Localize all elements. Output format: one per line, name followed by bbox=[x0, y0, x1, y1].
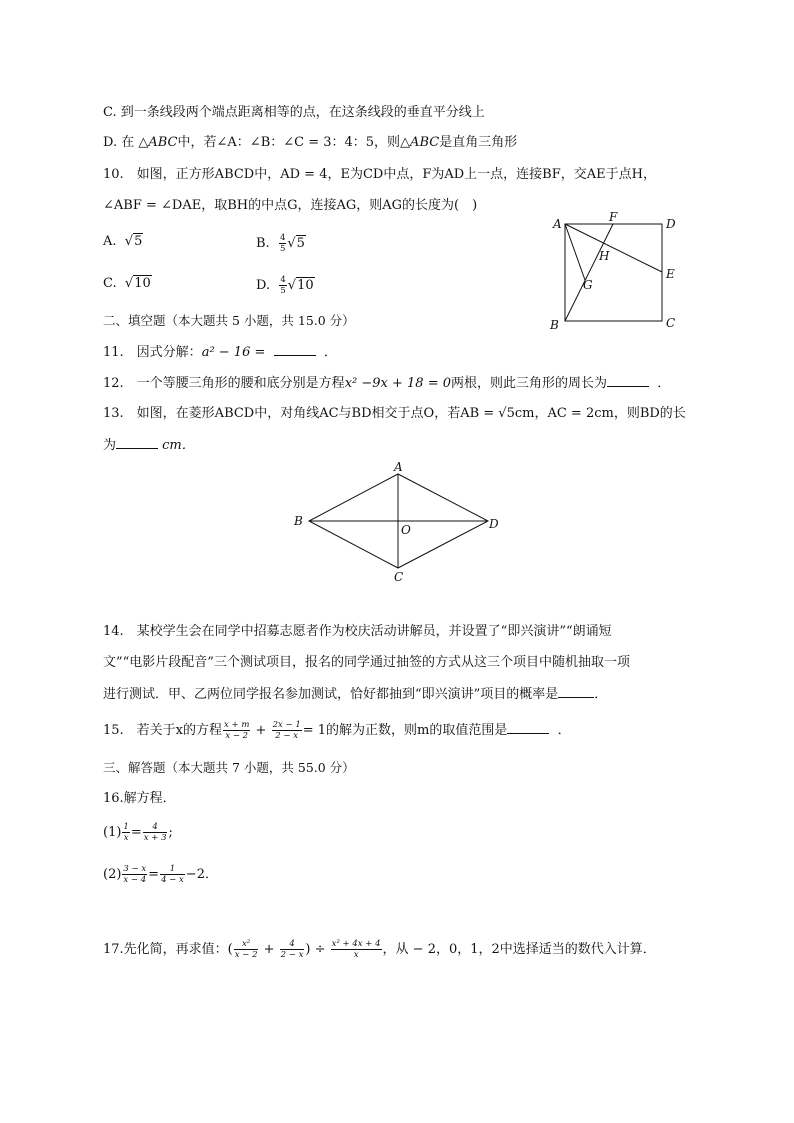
radicand: 10 bbox=[134, 276, 151, 291]
q17-instruction: ，从 − 2，0，1，2中选择适当的数代入计算． bbox=[382, 942, 656, 957]
q16-p1-rhs: $\frac{4}{x + 3}$ bbox=[143, 822, 167, 843]
q17-prefix: 17.先化简，再求值：( bbox=[103, 942, 233, 957]
radicand: 5 bbox=[296, 236, 305, 251]
q14-answer-blank[interactable] bbox=[558, 685, 594, 698]
q10-option-a: A. √5 bbox=[103, 234, 143, 249]
q16-p2-lhs: $\frac{3 - x}{x - 4}$ bbox=[123, 864, 147, 885]
q16-p2-rhs: $\frac{1}{4 - x}$ bbox=[161, 864, 184, 885]
label-e: E bbox=[666, 267, 675, 281]
q11-answer-blank[interactable] bbox=[274, 343, 316, 356]
label-d: D bbox=[666, 217, 676, 231]
section-2-heading bbox=[103, 312, 355, 330]
segment-bf bbox=[565, 224, 613, 321]
q11-prefix: 11. 因式分解： bbox=[103, 345, 202, 360]
radicand: 10 bbox=[297, 278, 314, 293]
q15-fraction-1: $\frac{x + m}{x - 2}$ bbox=[224, 720, 250, 741]
q16-p1-lhs: $\frac{1}{x}$ bbox=[123, 822, 129, 843]
q14-line-3 bbox=[103, 685, 607, 704]
q17-divide: ) ÷ bbox=[305, 942, 326, 957]
q11-end: ． bbox=[323, 345, 337, 360]
q10-text-2: ∠ABF = ∠DAE，取BH的中点G，连接AG，则AG的长度为( ) bbox=[103, 198, 478, 213]
q9-option-d-conclusion: 是直角三角形 bbox=[439, 135, 518, 150]
square-abcd bbox=[565, 224, 662, 321]
q16-part-1-label: (1) bbox=[103, 825, 122, 840]
q16-part-1 bbox=[103, 822, 173, 843]
label-c: C bbox=[666, 316, 676, 330]
q12-equation: x² −9x + 18 = 0 bbox=[344, 376, 451, 391]
q14-text-2: 文”“电影片段配音”三个测试项目，报名的同学通过抽签的方式从这三个项目中随机抽取一项 bbox=[103, 655, 630, 670]
q9-option-c-text: C. 到一条线段两个端点距离相等的点，在这条线段的垂直平分线上 bbox=[103, 105, 485, 120]
q15-plus: + bbox=[255, 723, 267, 738]
q16-title bbox=[103, 790, 176, 808]
label-b: B bbox=[550, 318, 559, 332]
q9-option-d-triangle-2: △ABC bbox=[400, 135, 440, 150]
q9-option-d-prefix: D. 在 bbox=[103, 135, 135, 150]
q17-plus: + bbox=[263, 942, 275, 957]
q10-line-1 bbox=[103, 166, 656, 184]
option-label: D. bbox=[256, 278, 271, 293]
q9-option-d bbox=[103, 134, 517, 152]
q15-fraction-2: $\frac{2x - 1}{2 - x}$ bbox=[272, 720, 301, 741]
q11-expression: a² − 16 = bbox=[201, 345, 266, 360]
q13-rhombus-figure bbox=[288, 458, 508, 586]
label-h: H bbox=[599, 249, 610, 263]
section-3-title: 三、解答题（本大题共 7 小题，共 55.0 分） bbox=[103, 760, 355, 775]
q10-option-b: B. $\frac{4}{5}$ √5 bbox=[256, 233, 305, 254]
q14-line-2 bbox=[103, 654, 630, 672]
q17-fraction-2: $\frac{4}{2 - x}$ bbox=[280, 939, 304, 960]
q9-option-d-triangle: △ABC bbox=[138, 135, 178, 150]
label-a: A bbox=[553, 217, 562, 231]
label-o: O bbox=[401, 523, 411, 537]
q13-answer-blank[interactable] bbox=[116, 436, 158, 449]
equals-sign: = bbox=[130, 825, 142, 840]
q16-part-2 bbox=[103, 864, 218, 885]
label-d: D bbox=[489, 517, 499, 531]
q16-p2-end: −2． bbox=[185, 867, 218, 882]
option-label: B. bbox=[256, 236, 270, 251]
q14-end: ． bbox=[594, 687, 608, 702]
q10-square-figure bbox=[545, 208, 685, 333]
q14-text-1: 14. 某校学生会在同学中招募志愿者作为校庆活动讲解员，并设置了“即兴演讲”“朗诵短 bbox=[103, 624, 612, 639]
q15-end: ． bbox=[557, 723, 571, 738]
q9-option-d-condition: 中，若∠A：∠B：∠C = 3：4：5，则 bbox=[177, 135, 401, 150]
q16-part-2-label: (2) bbox=[103, 867, 122, 882]
q15-prefix: 15. 若关于x的方程 bbox=[103, 723, 223, 738]
q9-option-c bbox=[103, 104, 485, 122]
q16-p1-end: ; bbox=[168, 825, 173, 840]
section-2-title: 二、填空题（本大题共 5 小题，共 15.0 分） bbox=[103, 313, 355, 328]
option-label: C. bbox=[103, 276, 117, 291]
option-label: A. bbox=[103, 234, 117, 249]
q12-end: ． bbox=[657, 376, 671, 391]
q13-unit: cm． bbox=[162, 438, 195, 453]
q13-line-1 bbox=[103, 405, 686, 423]
q11 bbox=[103, 343, 337, 362]
q10-option-c: C. √10 bbox=[103, 276, 151, 291]
q10-text-1: 10. 如图，正方形ABCD中，AD = 4，E为CD中点，F为AD上一点，连接BF，交AE于点H， bbox=[103, 167, 656, 182]
q12 bbox=[103, 374, 670, 393]
q13-line-2 bbox=[103, 436, 195, 455]
q13-text-1: 13. 如图，在菱形ABCD中，对角线AC与BD相交于点O，若AB = √5cm，AC = 2cm，则BD的长 bbox=[103, 406, 686, 421]
q17 bbox=[103, 939, 656, 960]
q15-answer-blank[interactable] bbox=[507, 721, 549, 734]
section-3-heading bbox=[103, 759, 355, 777]
label-f: F bbox=[609, 210, 618, 224]
q15-question: = 1的解为正数，则m的取值范围是 bbox=[302, 723, 508, 738]
q13-prefix: 为 bbox=[103, 438, 117, 453]
label-g: G bbox=[583, 278, 593, 292]
q17-fraction-3: $\frac{\text{x² + 4x + 4}}{x}$ bbox=[331, 939, 381, 960]
equals-sign: = bbox=[148, 867, 160, 882]
q17-fraction-1: $\frac{\text{x²}}{x - 2}$ bbox=[234, 939, 258, 960]
coef-fraction: $\frac{4}{5}$ bbox=[280, 275, 286, 296]
label-b: B bbox=[294, 514, 303, 528]
q14-text-3: 进行测试．甲、乙两位同学报名参加测试，恰好都抽到“即兴演讲”项目的概率是 bbox=[103, 687, 559, 702]
q15 bbox=[103, 720, 571, 741]
q12-answer-blank[interactable] bbox=[607, 374, 649, 387]
label-c: C bbox=[394, 570, 404, 584]
q10-option-d: D. $\frac{4}{5}$ √10 bbox=[256, 275, 314, 296]
q12-question: 两根，则此三角形的周长为 bbox=[451, 376, 608, 391]
q14-line-1 bbox=[103, 623, 612, 641]
radicand: 5 bbox=[134, 234, 143, 249]
coef-fraction: $\frac{4}{5}$ bbox=[279, 233, 286, 254]
q12-prefix: 12. 一个等腰三角形的腰和底分别是方程 bbox=[103, 376, 345, 391]
label-a: A bbox=[394, 460, 403, 474]
q16-title-text: 16.解方程． bbox=[103, 791, 176, 806]
q10-line-2 bbox=[103, 197, 477, 215]
